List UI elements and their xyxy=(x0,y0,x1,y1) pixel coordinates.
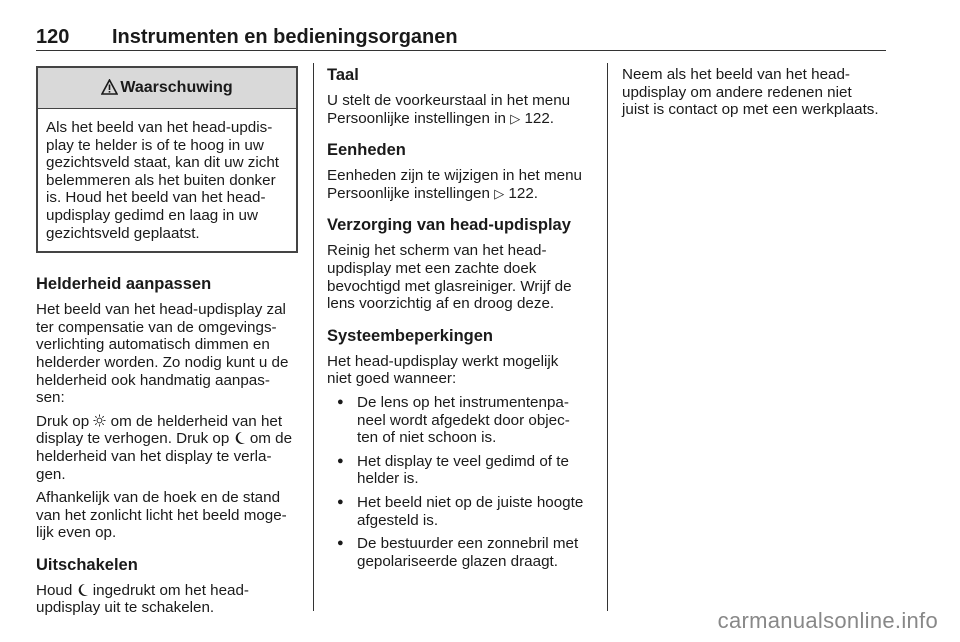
column-left xyxy=(36,66,298,623)
text-line: gezichtsveld staat, kan dit uw zicht xyxy=(46,154,279,172)
text-line: updisplay gedimd en laag in uw xyxy=(46,206,258,224)
list-item: ● Het display te veel gedimd of te helder is. xyxy=(327,453,593,488)
page-reference-arrow-icon: ▷ xyxy=(510,110,521,126)
paragraph: Druk op om de helderheid van het display te verhogen. Druk op om de helderheid van het display te verla- gen. xyxy=(36,412,293,483)
warning-box xyxy=(36,66,298,253)
page-reference[interactable]: 122. xyxy=(508,184,538,202)
section-heading-limits: Systeembeperkingen xyxy=(327,326,493,345)
text-line: is. Houd het beeld van het head- xyxy=(46,189,266,207)
paragraph: Reinig het scherm van het head- updisplay met een zachte doek bevochtigd met glasreiniger. Wrijf de lens voorzichtig af en droog deze. xyxy=(327,242,572,313)
list-item: ● De bestuurder een zonnebril met gepolariseerde glazen draagt. xyxy=(327,535,593,570)
column-middle xyxy=(327,66,593,576)
section-heading-off: Uitschakelen xyxy=(36,555,138,574)
paragraph: Het beeld van het head-updisplay zal ter compensatie van de omgevings- verlichting automatisch dimmen en helderder worden. Zo nodig kunt u de helderheid ook handmatig aanpas- sen: xyxy=(36,301,289,407)
column-divider xyxy=(313,63,314,611)
sun-icon xyxy=(93,414,106,427)
paragraph: Eenheden zijn te wijzigen in het menu Persoonlijke instellingen ▷ 122. xyxy=(327,167,582,202)
paragraph: Neem als het beeld van het head- updisplay om andere redenen niet juist is contact op met een werkplaats. xyxy=(622,66,879,119)
page-reference[interactable]: 122. xyxy=(524,109,555,127)
warning-title: Waarschuwing xyxy=(120,79,233,96)
page-reference-arrow-icon: ▷ xyxy=(494,185,505,201)
paragraph: Het head-updisplay werkt mogelijk niet goed wanneer: xyxy=(327,352,559,388)
paragraph: Houd ingedrukt om het head- updisplay uit te schakelen. xyxy=(36,581,249,617)
column-right xyxy=(622,66,890,125)
section-heading-brightness: Helderheid aanpassen xyxy=(36,275,212,294)
paragraph: U stelt de voorkeurstaal in het menu Persoonlijke instellingen in ▷ 122. xyxy=(327,92,571,127)
section-heading-units: Eenheden xyxy=(327,141,406,160)
list-item: ● De lens op het instrumentenpa- neel wordt afgedekt door objec- ten of niet schoon is. xyxy=(327,394,593,447)
text-line: belemmeren als het buiten donker xyxy=(46,171,276,189)
watermark: carmanualsonline.info xyxy=(717,608,938,633)
list-item: ● Het beeld niet op de juiste hoogte afgesteld is. xyxy=(327,494,593,529)
page-number: 120 xyxy=(36,26,70,48)
moon-icon xyxy=(77,583,89,597)
warning-triangle-icon xyxy=(101,79,118,95)
page-title: Instrumenten en bedieningsorganen xyxy=(112,26,458,48)
column-divider xyxy=(607,63,608,611)
warning-text xyxy=(38,109,296,251)
paragraph: Afhankelijk van de hoek en de stand van het zonlicht licht het beeld moge- lijk even op. xyxy=(36,489,287,542)
warning-header xyxy=(38,68,296,109)
page-header xyxy=(36,26,886,51)
text-line: Als het beeld van het head-updis- xyxy=(46,119,273,136)
section-heading-care: Verzorging van head-updisplay xyxy=(327,216,571,235)
moon-icon xyxy=(234,431,246,445)
text-line: play te helder is of te hoog in uw xyxy=(46,136,264,154)
bullet-list xyxy=(327,394,593,570)
section-heading-language: Taal xyxy=(327,66,359,84)
text-line: gezichtsveld geplaatst. xyxy=(46,224,200,242)
